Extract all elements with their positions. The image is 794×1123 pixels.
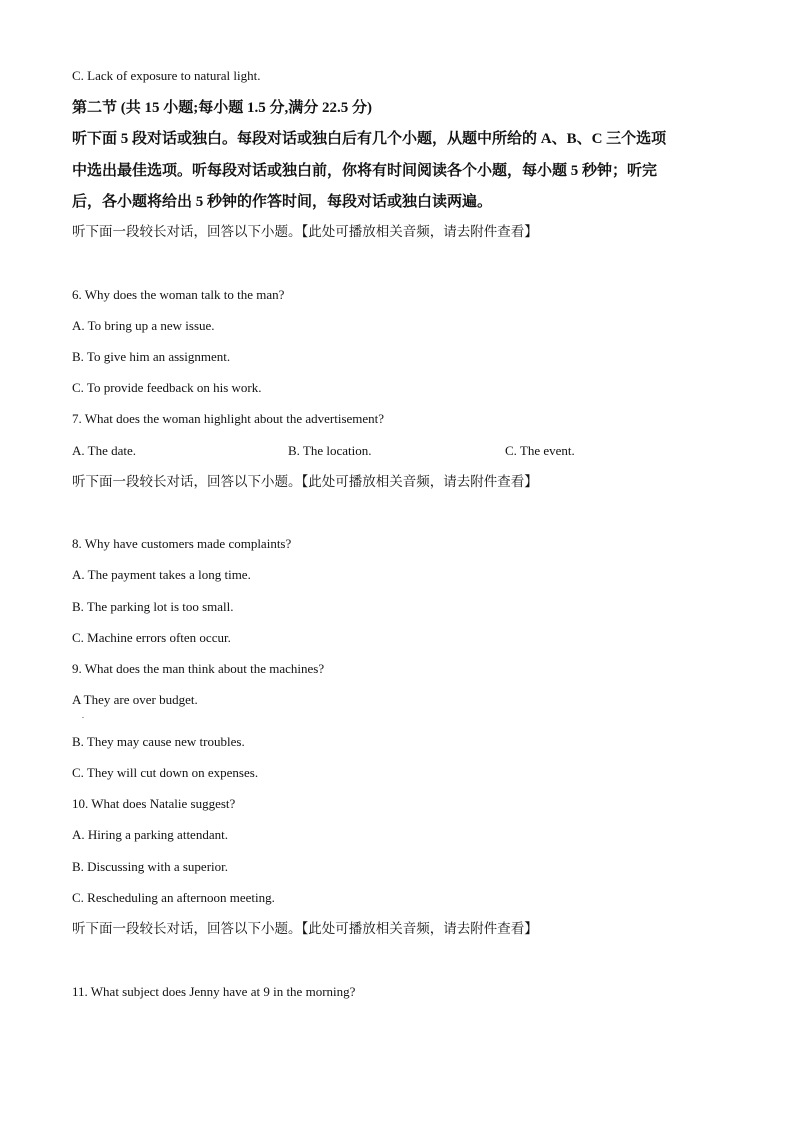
instructions-line-3: 后，各小题将给出 5 秒钟的作答时间，每段对话或独白读两遍。 <box>72 194 493 210</box>
q9-option-a: A They are over budget. <box>72 692 198 707</box>
q10-option-c: C. Rescheduling an afternoon meeting. <box>72 890 275 905</box>
q10-option-b: B. Discussing with a superior. <box>72 859 228 874</box>
q6-option-a: A. To bring up a new issue. <box>72 318 215 333</box>
q8-option-c: C. Machine errors often occur. <box>72 630 231 645</box>
question-10: 10. What does Natalie suggest? <box>72 796 236 811</box>
q9-option-b: B. They may cause new troubles. <box>72 734 245 749</box>
question-9: 9. What does the man think about the machines? <box>72 661 325 676</box>
listening-prompt-1: 听下面一段较长对话，回答以下小题。【此处可播放相关音频，请去附件查看】 <box>72 224 538 239</box>
q10-option-a: A. Hiring a parking attendant. <box>72 827 228 842</box>
q7-option-c: C. The event. <box>505 443 575 458</box>
question-7: 7. What does the woman highlight about the advertisement? <box>72 411 385 426</box>
instructions-line-1: 听下面 5 段对话或独白。每段对话或独白后有几个小题，从题中所给的 A、B、C 三个选项 <box>72 131 667 147</box>
question-8: 8. Why have customers made complaints? <box>72 536 292 551</box>
question-6: 6. Why does the woman talk to the man? <box>72 287 285 302</box>
q8-option-a: A. The payment takes a long time. <box>72 567 251 582</box>
listening-prompt-3: 听下面一段较长对话，回答以下小题。【此处可播放相关音频，请去附件查看】 <box>72 921 538 936</box>
q6-option-c: C. To provide feedback on his work. <box>72 380 262 395</box>
q7-option-a: A. The date. <box>72 443 137 458</box>
option-c-q5: C. Lack of exposure to natural light. <box>72 68 261 83</box>
q9-option-c: C. They will cut down on expenses. <box>72 765 259 780</box>
q7-option-b: B. The location. <box>288 443 372 458</box>
question-11: 11. What subject does Jenny have at 9 in the morning? <box>72 984 356 999</box>
stray-dot: . <box>82 711 84 720</box>
listening-prompt-2: 听下面一段较长对话，回答以下小题。【此处可播放相关音频，请去附件查看】 <box>72 474 538 489</box>
q6-option-b: B. To give him an assignment. <box>72 349 231 364</box>
q8-option-b: B. The parking lot is too small. <box>72 599 234 614</box>
section-heading: 第二节 (共 15 小题;每小题 1.5 分,满分 22.5 分) <box>72 100 372 116</box>
instructions-line-2: 中选出最佳选项。听每段对话或独白前，你将有时间阅读各个小题，每小题 5 秒钟；听完 <box>72 163 658 179</box>
